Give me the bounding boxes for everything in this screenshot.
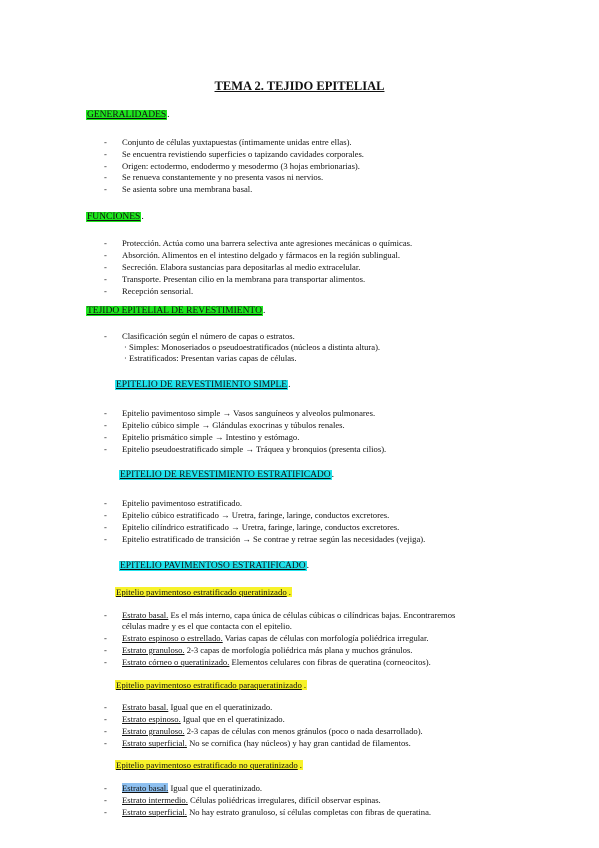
list-item: Estrato granuloso. 2-3 capas de morfología poliédrica más plana y muchos gránulos. <box>122 645 413 655</box>
bullet-dash: - <box>104 522 107 532</box>
bullet-dash: - <box>104 783 107 793</box>
funciones-heading: FUNCIONES. <box>87 212 144 222</box>
bullet-dash: - <box>104 510 107 520</box>
list-item: Estrato superficial. No hay estrato granuloso, sí células completas con fibras de queratina. <box>122 807 432 817</box>
simple-heading: EPITELIO DE REVESTIMIENTO SIMPLE. <box>116 380 291 390</box>
list-item: Epitelio pavimentoso simple → Vasos sanguíneos y alveolos pulmonares. <box>122 408 376 418</box>
list-item: Se encuentra revistiendo superficies o tapizando cavidades corporales. <box>122 149 364 159</box>
list-item-continuation: células madre y es el que contacta con el epitelio. <box>122 621 292 631</box>
bullet-dash: - <box>104 432 107 442</box>
bullet-dash: - <box>104 714 107 724</box>
bullet-dash: - <box>104 645 107 655</box>
bullet-dash: - <box>104 161 107 171</box>
list-item: Absorción. Alimentos en el intestino delgado y fármacos en la región sublingual. <box>122 250 401 260</box>
list-item: Clasificación según el número de capas o estratos. <box>122 331 295 341</box>
bullet-dash: - <box>104 726 107 736</box>
list-item: Estrato espinoso o estrellado. Varias capas de células con morfología poliédrica irregular. <box>122 633 429 643</box>
queratinizado-heading: Epitelio pavimentoso estratificado queratinizado . <box>116 587 291 597</box>
list-item: Epitelio pseudoestratificado simple → Tráquea y bronquios (presenta cilios). <box>122 444 387 454</box>
bullet-dash: - <box>104 534 107 544</box>
list-item: Origen: ectodermo, endodermo y mesodermo (3 hojas embrionarias). <box>122 161 360 171</box>
bullet-dash: - <box>104 795 107 805</box>
list-item: Conjunto de células yuxtapuestas (íntimamente unidas entre ellas). <box>122 137 352 147</box>
bullet-dash: - <box>104 420 107 430</box>
list-item: Protección. Actúa como una barrera selectiva ante agresiones mecánicas o químicas. <box>122 238 413 248</box>
list-item: Estrato espinoso. Igual que en el queratinizado. <box>122 714 285 724</box>
bullet-dash: - <box>104 807 107 817</box>
list-item: Transporte. Presentan cilio en la membrana para transportar alimentos. <box>122 274 366 284</box>
bullet-dash: - <box>104 633 107 643</box>
generalidades-heading: GENERALIDADES. <box>87 110 170 120</box>
bullet-dash: - <box>104 149 107 159</box>
bullet-dash: - <box>104 657 107 667</box>
bullet-dash: - <box>104 610 107 620</box>
list-item: Se asienta sobre una membrana basal. <box>122 184 253 194</box>
bullet-dash: - <box>104 331 107 341</box>
list-item: Epitelio cilíndrico estratificado → Uretra, faringe, laringe, conductos excretores. <box>122 522 400 532</box>
list-item: Estrato superficial. No se cornifica (hay núcleos) y hay gran cantidad de filamentos. <box>122 738 411 748</box>
list-item: Epitelio estratificado de transición → Se contrae y retrae según las necesidades (vejiga). <box>122 534 426 544</box>
list-item: Epitelio cúbico estratificado → Uretra, faringe, laringe, conductos excretores. <box>122 510 390 520</box>
pavimentoso-heading: EPITELIO PAVIMENTOSO ESTRATIFICADO. <box>120 561 309 571</box>
list-item: Epitelio cúbico simple → Glándulas exocrinas y túbulos renales. <box>122 420 345 430</box>
list-item: Estrato granuloso. 2-3 capas de células con menos gránulos (poco o nada desarrollado). <box>122 726 423 736</box>
list-item: Estrato basal. Igual que en el queratinizado. <box>122 702 273 712</box>
list-item: Epitelio pavimentoso estratificado. <box>122 498 243 508</box>
bullet-dash: - <box>104 286 107 296</box>
bullet-dash: - <box>104 172 107 182</box>
bullet-dash: - <box>104 702 107 712</box>
page-title: TEMA 2. TEJIDO EPITELIAL <box>214 79 385 93</box>
list-item: Estrato córneo o queratinizado. Elementos celulares con fibras de queratina (corneocitos). <box>122 657 431 667</box>
bullet-dash: - <box>104 738 107 748</box>
bullet-dash: - <box>104 184 107 194</box>
bullet-dash: - <box>104 238 107 248</box>
bullet-dash: - <box>104 250 107 260</box>
sub-item: · Estratificados: Presentan varias capas de células. <box>124 353 297 363</box>
paraqueratinizado-heading: Epitelio pavimentoso estratificado paraqueratinizado . <box>116 680 307 690</box>
sub-item: · Simples: Monoseriados o pseudoestratificados (núcleos a distinta altura). <box>124 342 381 352</box>
bullet-dash: - <box>104 444 107 454</box>
revestimiento-heading: TEJIDO EPITELIAL DE REVESTIMIENTO. <box>87 306 266 316</box>
estratificado-heading: EPITELIO DE REVESTIMIENTO ESTRATIFICADO. <box>120 470 335 480</box>
bullet-dash: - <box>104 498 107 508</box>
bullet-dash: - <box>104 408 107 418</box>
bullet-dash: - <box>104 137 107 147</box>
noqueratinizado-heading: Epitelio pavimentoso estratificado no queratinizado . <box>116 760 302 770</box>
list-item: Estrato intermedio. Células poliédricas irregulares, difícil observar espinas. <box>122 795 381 805</box>
list-item: Recepción sensorial. <box>122 286 194 296</box>
list-item: Estrato basal. Es el más interno, capa única de células cúbicas o cilíndricas bajas. Encontraremos <box>122 610 456 620</box>
list-item: Epitelio prismático simple → Intestino y estómago. <box>122 432 300 442</box>
bullet-dash: - <box>104 274 107 284</box>
bullet-dash: - <box>104 262 107 272</box>
list-item: Estrato basal. Igual que el queratinizado. <box>122 783 263 793</box>
list-item: Se renueva constantemente y no presenta vasos ni nervios. <box>122 172 324 182</box>
list-item: Secreción. Elabora sustancias para depositarlas al medio extracelular. <box>122 262 361 272</box>
